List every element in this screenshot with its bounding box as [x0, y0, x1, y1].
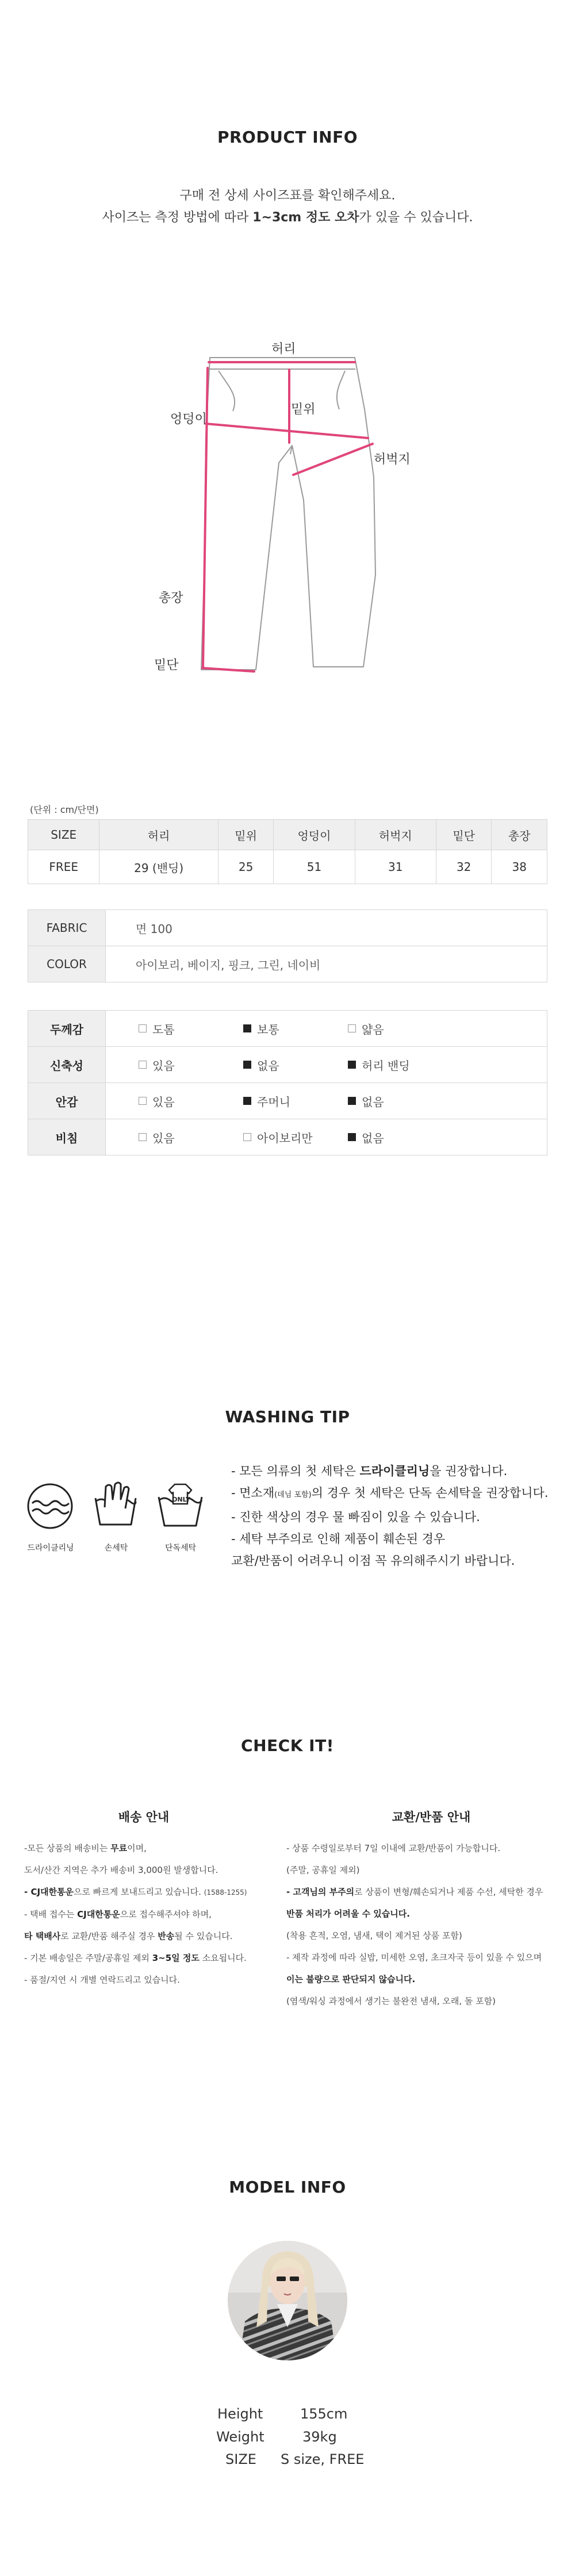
size-header-cell: SIZE: [28, 820, 99, 850]
feature-option: [315, 1119, 547, 1155]
color-value: 아이보리, 베이지, 핑크, 그린, 네이비: [106, 946, 547, 982]
size-cell: 31: [355, 850, 436, 884]
feature-option-label: 있음: [152, 1131, 175, 1145]
checked-box-icon: [243, 1024, 251, 1032]
exchange-line: (착용 흔적, 오염, 냄새, 택이 제거된 상품 포함): [286, 1930, 462, 1941]
exchange-line: 이는 불량으로 판단되지 않습니다.: [286, 1974, 416, 1984]
delivery-line: - CJ대한통운으로 빠르게 보내드리고 있습니다. (1588-1255): [24, 1887, 247, 1897]
size-table-header: [28, 820, 547, 850]
feature-row: [28, 1083, 547, 1119]
wash-line-5: 교환/반품이 어려우니 이점 꼭 유의해주시기 바랍니다.: [231, 1554, 515, 1568]
feature-option-label: 있음: [152, 1058, 175, 1073]
fabric-value: 면 100: [106, 910, 547, 946]
feature-option-label: 얇음: [362, 1022, 384, 1036]
feature-label: 두께감: [28, 1011, 106, 1047]
wash-line-4: - 세탁 부주의로 인해 제품이 훼손된 경우: [231, 1532, 446, 1546]
label-hip: 엉덩이: [170, 412, 207, 427]
empty-box-icon: [139, 1024, 147, 1032]
left-pocket: [218, 371, 235, 411]
delivery-line: - 품절/지연 시 개별 연락드리고 있습니다.: [24, 1975, 180, 1985]
checked-box-icon: [348, 1097, 356, 1105]
dry-clean-label: 드라이클리닝: [27, 1544, 74, 1553]
feature-option-label: 없음: [362, 1095, 384, 1109]
wash-alone-icon: [153, 1479, 208, 1530]
size-cell: 51: [274, 850, 355, 884]
feature-option-label: 있음: [152, 1095, 175, 1109]
check-it-title: CHECK IT!: [241, 1736, 334, 1755]
feature-option: [315, 1011, 547, 1047]
intro-line-2: 사이즈는 측정 방법에 따라 1~3cm 정도 오차가 있을 수 있습니다.: [102, 210, 473, 225]
exchange-line: (염색/워싱 과정에서 생기는 불완전 냄새, 오래, 돌 포함): [286, 1996, 496, 2006]
feature-label: 비침: [28, 1119, 106, 1155]
size-cell: 32: [436, 850, 492, 884]
height-value: 155cm: [300, 2406, 348, 2422]
height-label: Height: [217, 2406, 263, 2422]
size-header-cell: 허벅지: [355, 820, 436, 850]
exchange-line: - 제작 과정에 따라 실밥, 미세한 오염, 초크자국 등이 있을 수 있으며: [286, 1952, 542, 1963]
dry-clean-icon: [24, 1480, 76, 1532]
checked-box-icon: [348, 1133, 356, 1141]
feature-option: [106, 1119, 211, 1155]
feature-label: 신축성: [28, 1047, 106, 1083]
delivery-line: -모든 상품의 배송비는 무료이며,: [24, 1843, 147, 1853]
feature-option: [315, 1047, 547, 1083]
feature-label: 안감: [28, 1083, 106, 1119]
size-label: SIZE: [225, 2451, 256, 2467]
delivery-line: - 기본 배송일은 주말/공휴일 제외 3~5일 정도 소요됩니다.: [24, 1953, 247, 1963]
wash-line-3: - 진한 색상의 경우 물 빠짐이 있을 수 있습니다.: [231, 1510, 480, 1524]
checked-box-icon: [243, 1061, 251, 1069]
checked-box-icon: [243, 1097, 251, 1105]
feature-option-label: 허리 밴딩: [362, 1058, 410, 1073]
weight-value: 39kg: [302, 2429, 337, 2445]
feature-row: [28, 1011, 547, 1047]
feature-option: [210, 1047, 315, 1083]
empty-box-icon: [139, 1097, 147, 1105]
wash-line-1: - 모든 의류의 첫 세탁은 드라이클리닝을 권장합니다.: [231, 1464, 508, 1478]
exchange-line: - 상품 수령일로부터 7일 이내에 교환/반품이 가능합니다.: [286, 1843, 501, 1853]
exchange-line: 반품 처리가 어려울 수 있습니다.: [286, 1909, 410, 1919]
feature-option: [210, 1119, 315, 1155]
label-hem: 밑단: [154, 658, 179, 673]
hand-wash-icon: [90, 1479, 141, 1530]
weight-label: Weight: [216, 2429, 264, 2445]
wash-alone-label: 단독세탁: [164, 1544, 197, 1553]
fabric-label: FABRIC: [28, 910, 106, 946]
washing-tip-title: WASHING TIP: [225, 1407, 350, 1426]
model-info-title: MODEL INFO: [229, 2178, 346, 2197]
table-row: [28, 850, 547, 884]
size-cell: 29 (밴딩): [99, 850, 218, 884]
unit-note: (단위 : cm/단면): [30, 804, 99, 815]
exchange-notes: [286, 1837, 562, 2012]
feature-option-label: 도톰: [152, 1022, 175, 1036]
thigh-measure: [293, 444, 373, 475]
size-header-cell: 밑단: [436, 820, 492, 850]
exchange-line: (주말, 공휴일 제외): [286, 1865, 360, 1875]
fabric-table: [28, 909, 547, 982]
label-thigh: 허벅지: [374, 452, 411, 467]
feature-option: [106, 1011, 211, 1047]
delivery-notes: [24, 1837, 283, 1991]
hip-measure: [206, 424, 368, 438]
feature-option-label: 없음: [362, 1131, 384, 1145]
size-header-cell: 총장: [492, 820, 547, 850]
empty-box-icon: [243, 1133, 251, 1141]
feature-row: [28, 1047, 547, 1083]
product-info-title: PRODUCT INFO: [217, 128, 358, 147]
washing-notes: [231, 1460, 549, 1572]
pants-diagram: [0, 328, 575, 696]
empty-box-icon: [348, 1024, 356, 1032]
label-length: 총장: [159, 591, 183, 605]
only-badge: ONLY: [172, 1496, 190, 1503]
exchange-title: 교환/반품 안내: [392, 1810, 471, 1824]
feature-option-label: 주머니: [257, 1095, 290, 1109]
delivery-line: - 택배 접수는 CJ대한통운으로 접수해주셔야 하며,: [24, 1909, 212, 1919]
label-waist: 허리: [271, 342, 296, 356]
delivery-line: 타 택배사로 교환/반품 해주실 경우 반송될 수 있습니다.: [24, 1931, 233, 1941]
size-table: [28, 819, 547, 884]
feature-option-label: 없음: [257, 1058, 279, 1073]
color-row: [28, 946, 547, 982]
size-value: S size, FREE: [281, 2451, 365, 2467]
feature-option: [210, 1083, 315, 1119]
hand-wash-label: 손세탁: [104, 1544, 128, 1553]
size-cell: FREE: [28, 850, 99, 884]
delivery-line: 도서/산간 지역은 추가 배송비 3,000원 발생합니다.: [24, 1865, 218, 1875]
feature-option: [210, 1011, 315, 1047]
size-cell: 25: [218, 850, 274, 884]
color-label: COLOR: [28, 946, 106, 982]
exchange-line: - 고객님의 부주의로 상품이 변형/훼손되거나 제품 수선, 세탁한 경우: [286, 1887, 543, 1897]
wash-line-2: - 면소재(데님 포함)의 경우 첫 세탁은 단독 손세탁을 권장합니다.: [231, 1486, 549, 1500]
size-header-cell: 밑위: [218, 820, 274, 850]
label-rise: 밑위: [291, 402, 316, 417]
size-header-cell: 엉덩이: [274, 820, 355, 850]
feature-option-label: 보통: [257, 1022, 279, 1036]
size-cell: 38: [492, 850, 547, 884]
model-photo: [228, 2241, 347, 2360]
intro-line-1: 구매 전 상세 사이즈표를 확인해주세요.: [179, 189, 396, 203]
empty-box-icon: [139, 1061, 147, 1069]
features-table: [28, 1010, 547, 1155]
delivery-title: 배송 안내: [118, 1810, 170, 1824]
feature-row: [28, 1119, 547, 1155]
feature-option: [106, 1083, 211, 1119]
fabric-row: [28, 910, 547, 946]
feature-option: [315, 1083, 547, 1119]
feature-option: [106, 1047, 211, 1083]
empty-box-icon: [139, 1133, 147, 1141]
size-header-cell: 허리: [99, 820, 218, 850]
checked-box-icon: [348, 1061, 356, 1069]
product-info-intro: [0, 185, 575, 229]
feature-option-label: 아이보리만: [257, 1131, 313, 1145]
right-pocket: [337, 371, 345, 409]
